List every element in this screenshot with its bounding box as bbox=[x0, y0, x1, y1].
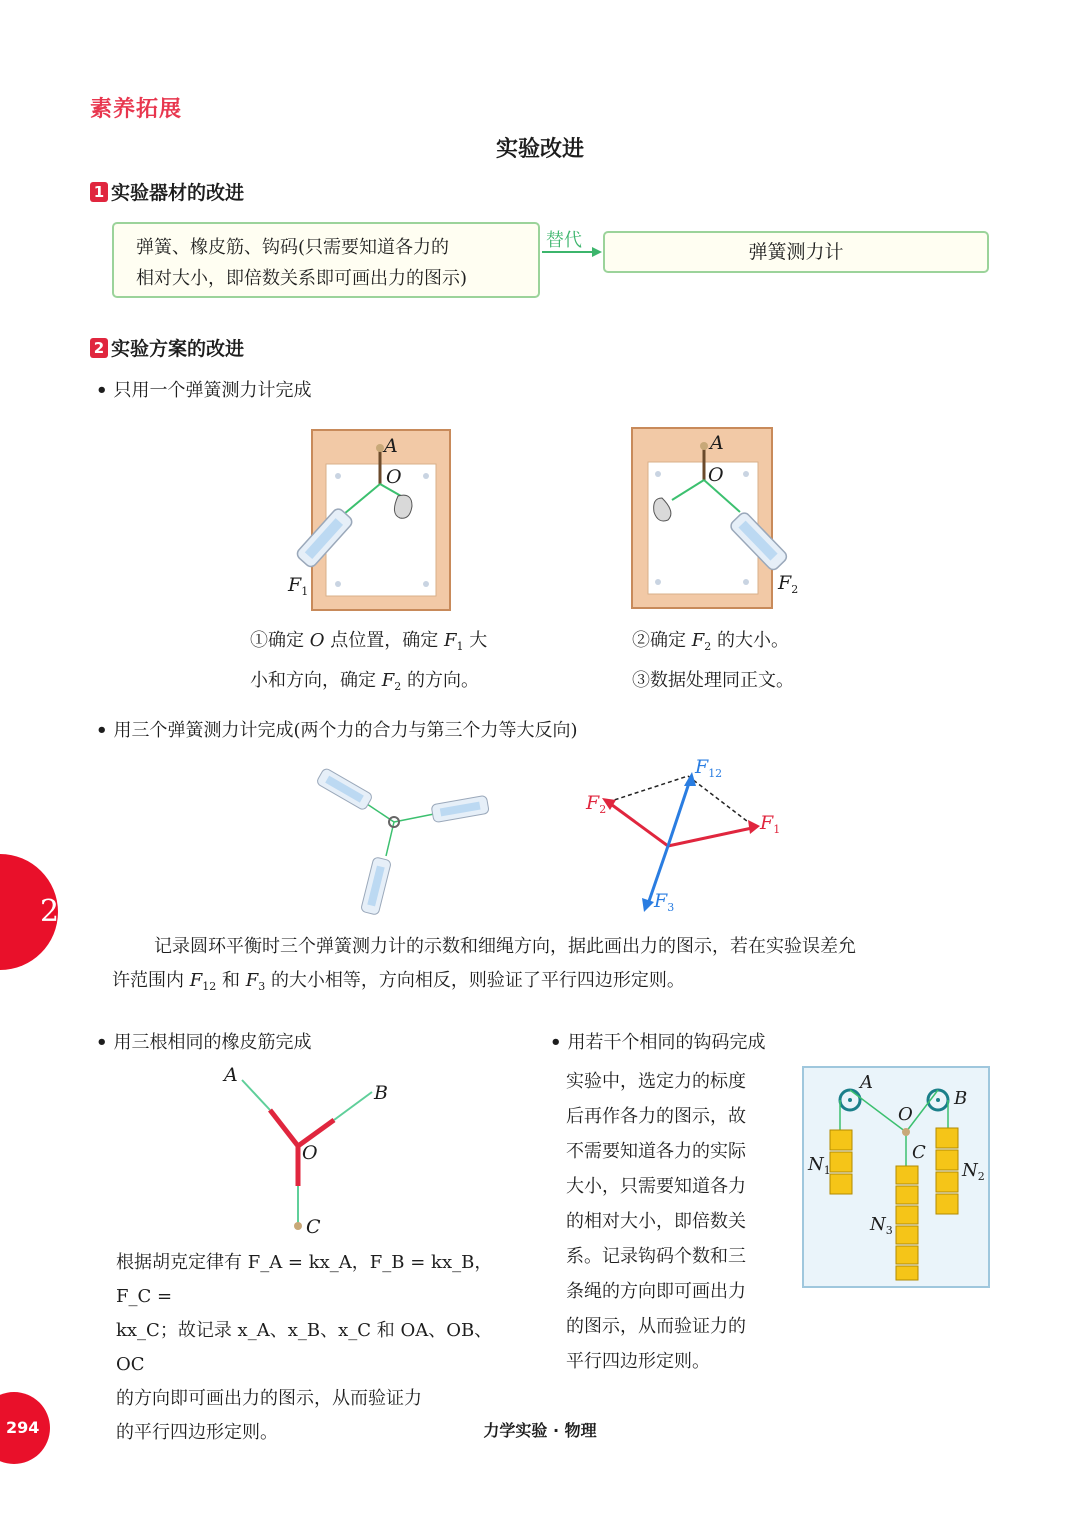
fig2-label-o: O bbox=[708, 464, 724, 486]
parallel-dash-2 bbox=[688, 776, 756, 828]
rubber-label-a: A bbox=[224, 1064, 238, 1086]
board-figure-2 bbox=[618, 426, 788, 612]
materials-box bbox=[112, 222, 540, 298]
bullet-hook-weights: • 用若干个相同的钩码完成 bbox=[550, 1032, 766, 1053]
rubber-label-b: B bbox=[374, 1082, 388, 1104]
label-f2: $F_2$ bbox=[586, 792, 607, 816]
section1-title: 实验器材的改进 bbox=[111, 182, 245, 204]
hook-label-n1: $N_1$ bbox=[808, 1154, 831, 1177]
hook-label-n3: $N_3$ bbox=[870, 1214, 893, 1237]
spring-scale-box: 弹簧测力计 bbox=[603, 231, 989, 273]
bullet-rubber-bands-text: 用三根相同的橡皮筋完成 bbox=[113, 1032, 312, 1053]
section2-heading bbox=[90, 334, 244, 361]
section1-heading bbox=[90, 178, 244, 205]
bullet-one-scale-text: 只用一个弹簧测力计完成 bbox=[113, 380, 312, 401]
page-number: 294 bbox=[6, 1418, 40, 1437]
parallel-dash-1 bbox=[608, 776, 688, 802]
caption-step1: ①确定 O 点位置，确定 $F_1$ 大 小和方向，确定 $F_2$ 的方向。 bbox=[250, 630, 488, 693]
hook-weights-paragraph: 实验中，选定力的标度 后再作各力的图示，故 不需要知道各力的实际 大小，只需要知道各力 的相对大小，即倍数关 系。记录钩码个数和三 条绳的方向即可画出力 的图示，从而验证力的 平行四边形定则。 bbox=[566, 1071, 746, 1372]
section-tag: 素养拓展 bbox=[90, 97, 183, 122]
bullet-rubber-bands: • 用三根相同的橡皮筋完成 bbox=[96, 1032, 312, 1053]
three-scales-paragraph: 记录圆环平衡时三个弹簧测力计的示数和细绳方向，据此画出力的图示，若在实验误差允 许范围内 $F_{12}$ 和 $F_3$ 的大小相等，方向相反，则验证了平行四边形定则。 bbox=[112, 936, 856, 993]
replace-label: 替代 bbox=[546, 230, 582, 251]
caption-step2-3: ②确定 $F_2$ 的大小。 ③数据处理同正文。 bbox=[632, 630, 794, 691]
fig1-label-a: A bbox=[384, 435, 398, 457]
bullet-three-scales: • 用三个弹簧测力计完成(两个力的合力与第三个力等大反向) bbox=[96, 720, 578, 741]
section2-number: 2 bbox=[90, 338, 108, 358]
fig1-label-o: O bbox=[386, 466, 402, 488]
book-title-footer: 力学实验 · 物理 bbox=[483, 1421, 597, 1440]
fig1-label-f1: $F_1$ bbox=[288, 574, 309, 598]
hook-label-a: A bbox=[860, 1072, 873, 1093]
hook-label-b: B bbox=[954, 1088, 968, 1109]
bullet-three-scales-text: 用三个弹簧测力计完成(两个力的合力与第三个力等大反向) bbox=[113, 720, 578, 741]
page-title: 实验改进 bbox=[495, 137, 584, 162]
vector-f12 bbox=[668, 780, 690, 846]
section1-number: 1 bbox=[90, 182, 108, 202]
vector-f1 bbox=[668, 828, 752, 846]
three-scales-figure bbox=[316, 764, 496, 922]
hook-label-n2: $N_2$ bbox=[962, 1160, 985, 1183]
board-figure-1 bbox=[286, 428, 466, 614]
materials-line2: 相对大小，即倍数关系即可画出力的图示) bbox=[136, 268, 468, 289]
replace-arrow bbox=[540, 240, 606, 264]
chapter-number: 23 bbox=[40, 894, 79, 929]
force-vector-figure bbox=[580, 756, 780, 920]
fig2-label-a: A bbox=[710, 432, 724, 454]
materials-line1: 弹簧、橡皮筋、钩码(只需要知道各力的 bbox=[136, 237, 450, 258]
label-f12: $F_{12}$ bbox=[695, 756, 723, 780]
hook-label-c: C bbox=[912, 1142, 926, 1163]
label-f3: $F_3$ bbox=[654, 890, 675, 914]
vector-f2 bbox=[608, 802, 668, 846]
rubber-label-c: C bbox=[306, 1216, 321, 1238]
bullet-one-scale: • 只用一个弹簧测力计完成 bbox=[96, 380, 312, 401]
section2-title: 实验方案的改进 bbox=[111, 338, 245, 360]
bullet-hook-weights-text: 用若干个相同的钩码完成 bbox=[567, 1032, 766, 1053]
chapter-tab bbox=[0, 854, 79, 970]
fig2-label-f2: $F_2$ bbox=[778, 572, 799, 596]
label-f1: $F_1$ bbox=[760, 812, 781, 836]
hook-label-o: O bbox=[898, 1104, 913, 1125]
rubber-band-paragraph: 根据胡克定律有 F_A = kx_A，F_B = kx_B，F_C = kx_C；故记录 x_A、x_B、x_C 和 OA、OB、OC 的方向即可画出力的图示，从而验证力 的平行四边形定则。 bbox=[116, 1252, 493, 1443]
rubber-label-o: O bbox=[302, 1142, 318, 1164]
